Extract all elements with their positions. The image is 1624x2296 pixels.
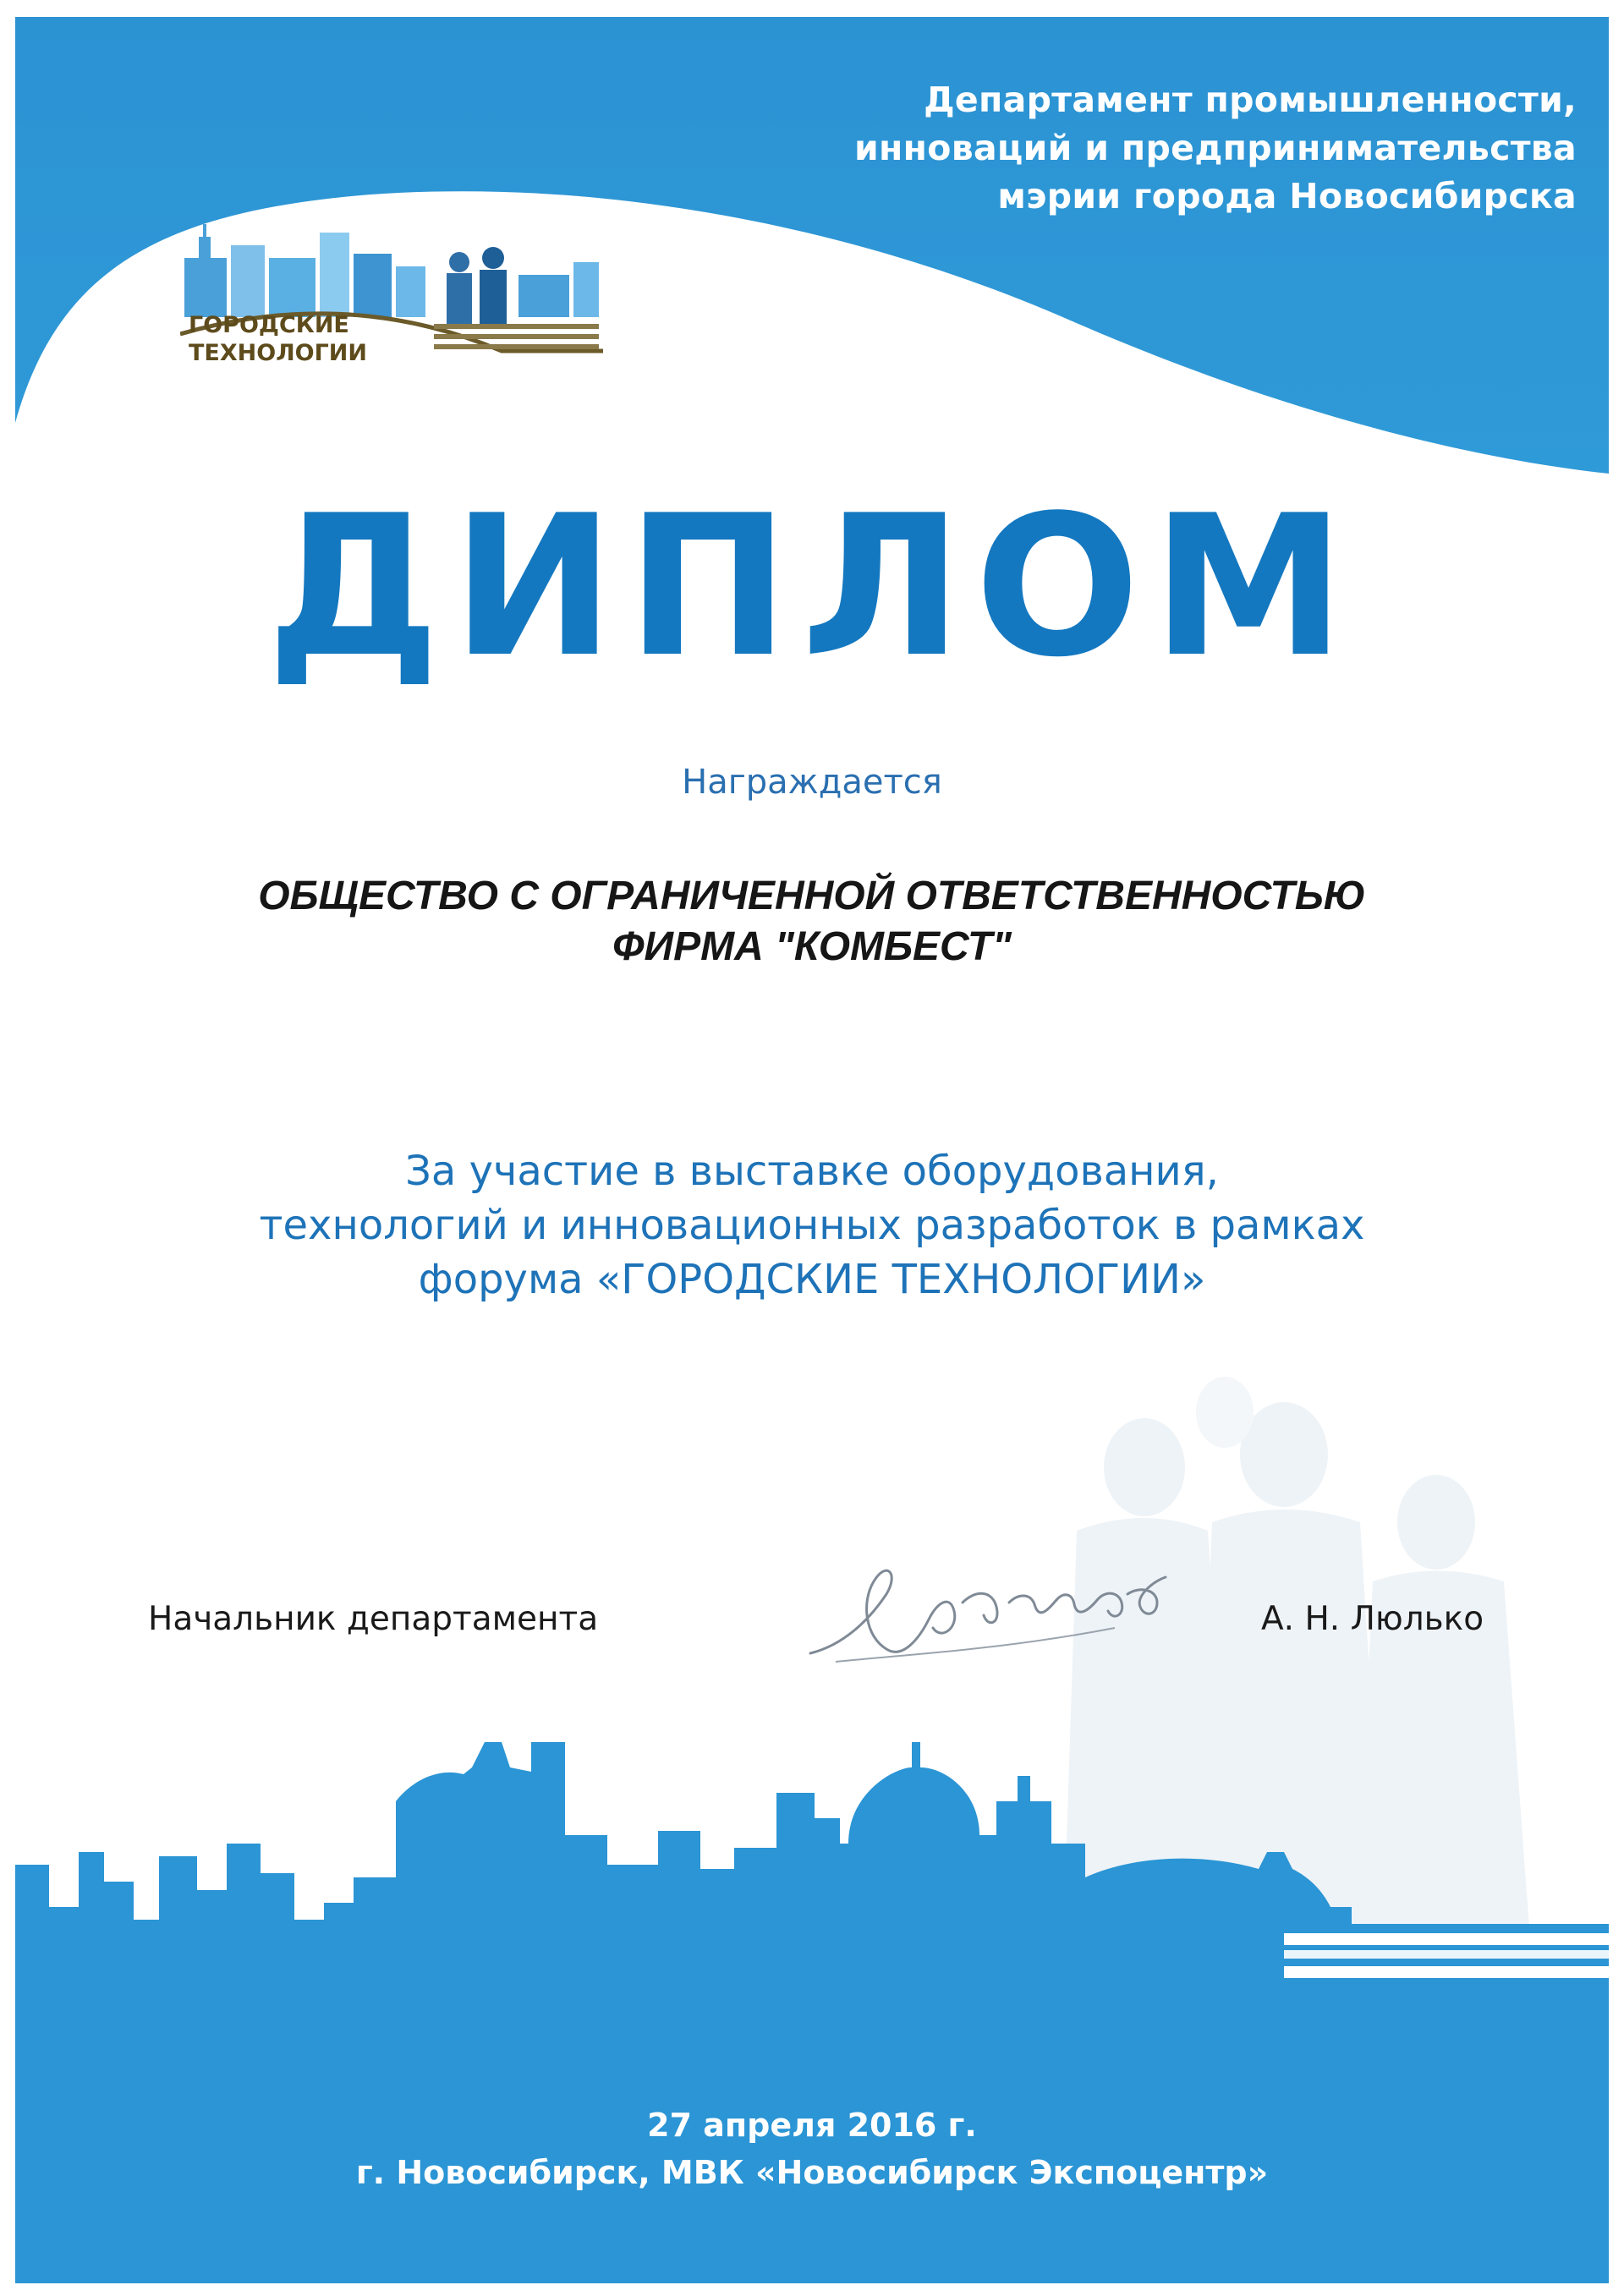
reason-line-2: технологий и инновационных разработок в рамках bbox=[259, 1202, 1365, 1249]
recipient-line-1: ОБЩЕСТВО С ОГРАНИЧЕННОЙ ОТВЕТСТВЕННОСТЬЮ bbox=[258, 874, 1366, 918]
logo-caption-line-1: ГОРОДСКИЕ bbox=[189, 312, 349, 338]
reason-line-3: форума «ГОРОДСКИЕ ТЕХНОЛОГИИ» bbox=[418, 1256, 1206, 1303]
signatory-name: А. Н. Люлько bbox=[1261, 1600, 1484, 1638]
awarded-label: Награждается bbox=[682, 763, 942, 802]
header-line-1: Департамент промышленности, bbox=[924, 79, 1577, 120]
award-reason bbox=[15, 1144, 1609, 1307]
colonnade-strips bbox=[1284, 1933, 1609, 1978]
signatory-position: Начальник департамента bbox=[148, 1600, 599, 1638]
diploma-sheet bbox=[15, 17, 1609, 2283]
header-line-2: инноваций и предпринимательства bbox=[853, 128, 1577, 168]
organization-header bbox=[854, 76, 1577, 221]
footer-date: 27 апреля 2016 г. bbox=[647, 2107, 977, 2144]
handwritten-signature-icon bbox=[793, 1543, 1233, 1679]
recipient-line-2: ФИРМА "КОМБЕСТ" bbox=[612, 924, 1012, 969]
recipient-name bbox=[15, 871, 1609, 973]
footer-info bbox=[15, 2101, 1609, 2196]
logo-caption-line-2: ТЕХНОЛОГИИ bbox=[189, 340, 368, 366]
diploma-title: ДИПЛОМ bbox=[266, 474, 1358, 700]
footer-place: г. Новосибирск, МВК «Новосибирск Экспоцентр» bbox=[355, 2154, 1269, 2191]
reason-line-1: За участие в выставке оборудования, bbox=[405, 1148, 1219, 1195]
header-line-3: мэрии города Новосибирска bbox=[997, 176, 1577, 216]
logo-caption bbox=[189, 311, 367, 367]
